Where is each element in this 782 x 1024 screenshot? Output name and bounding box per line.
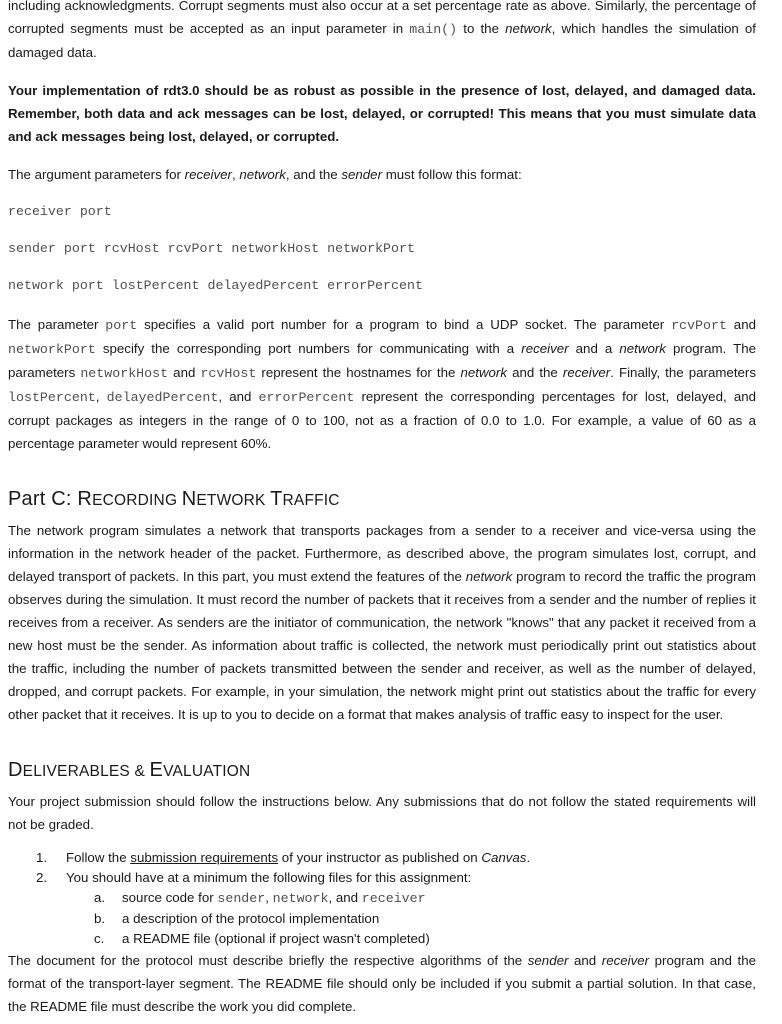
deliverables-heading: DELIVERABLES & EVALUATION (8, 759, 251, 781)
robustness-note: Your implementation of rdt3.0 should be as robust as possible in the presence of lost, delayed, and damaged data. Remember, both data and ack messages can be lost, delayed, or corrupted! This means that you must simulate data and ack messages being lost, delayed, or corrupted. (8, 83, 756, 144)
deliverables-intro: Your project submission should follow the instructions below. Any submissions that do not follow the stated requirements will not be graded. (8, 794, 756, 832)
sender-command: sender port rcvHost rcvPort networkHost networkPort (8, 241, 415, 256)
receiver-command: receiver port (8, 204, 112, 219)
list-item: 1. Follow the submission requirements of your instructor as published on Canvas. (36, 850, 531, 865)
submission-requirements-link[interactable]: submission requirements (130, 850, 279, 865)
list-item: b. a description of the protocol implementation (94, 911, 380, 926)
main-function-code: main() (409, 22, 458, 37)
list-item: a. source code for sender, network, and receiver (94, 890, 426, 906)
part-c-paragraph: The network program simulates a network that transports packages from a sender to a receiver and vice-versa using the information in the network header of the packet. Furthermore, as described above, the program simulates lost, corrupt, and delayed transport of packets. In this part, you must extend the features of the network program to record the traffic the program observes during the simulation. It must record the number of packets that it receives from a sender and the number of replies it receives from a receiver. As senders are the initiator of communication, the network "knows" that any packet it received from a new host must be the sender. As information about traffic is collected, the network must periodically print out statistics about the traffic, including the number of packets transmitted between the sender and receiver, as well as the number of delayed, dropped, and corrupt packets. For example, in your simulation, the network might print out statistics about the traffic for every other packet that it receives. It is up to you to decide on a format that makes analysis of traffic easy to inspect for the user. (8, 523, 756, 722)
list-item: c. a README file (optional if project wasn't completed) (94, 931, 430, 946)
deliverables-list (8, 848, 756, 949)
network-command: network port lostPercent delayedPercent errorPercent (8, 278, 423, 293)
part-c-heading: Part C: RECORDING NETWORK TRAFFIC (8, 488, 340, 510)
list-item: 2. You should have at a minimum the following files for this assignment: (36, 870, 472, 885)
arguments-intro: The argument parameters for receiver, network, and the sender must follow this format: (8, 167, 522, 182)
intro-paragraph: including acknowledgments. Corrupt segments must also occur at a set percentage rate as above. Similarly, the percentage of corrupted segments must be accepted as an input parameter in main() to the network, which handles the simulation of damaged data. (8, 0, 756, 60)
parameters-paragraph: The parameter port specifies a valid port number for a program to bind a UDP socket. The parameter rcvPort and networkPort specify the corresponding port numbers for communicating with a receiver and a network program. The parameters networkHost and rcvHost represent the hostnames for the network and the receiver. Finally, the parameters lostPercent, delayedPercent, and errorPercent represent the corresponding percentages for lost, delayed, and corrupt packages as integers in the range of 0 to 100, not as a fraction of 0.0 to 1.0. For example, a value of 60 as a percentage parameter would represent 60%. (8, 317, 756, 451)
document-page (8, 0, 756, 1018)
closing-paragraph: The document for the protocol must describe briefly the respective algorithms of the sender and receiver program and the format of the transport-layer segment. The README file should only be included if you submit a partial solution. In that case, the README file must describe the work you did complete. (8, 953, 757, 1014)
